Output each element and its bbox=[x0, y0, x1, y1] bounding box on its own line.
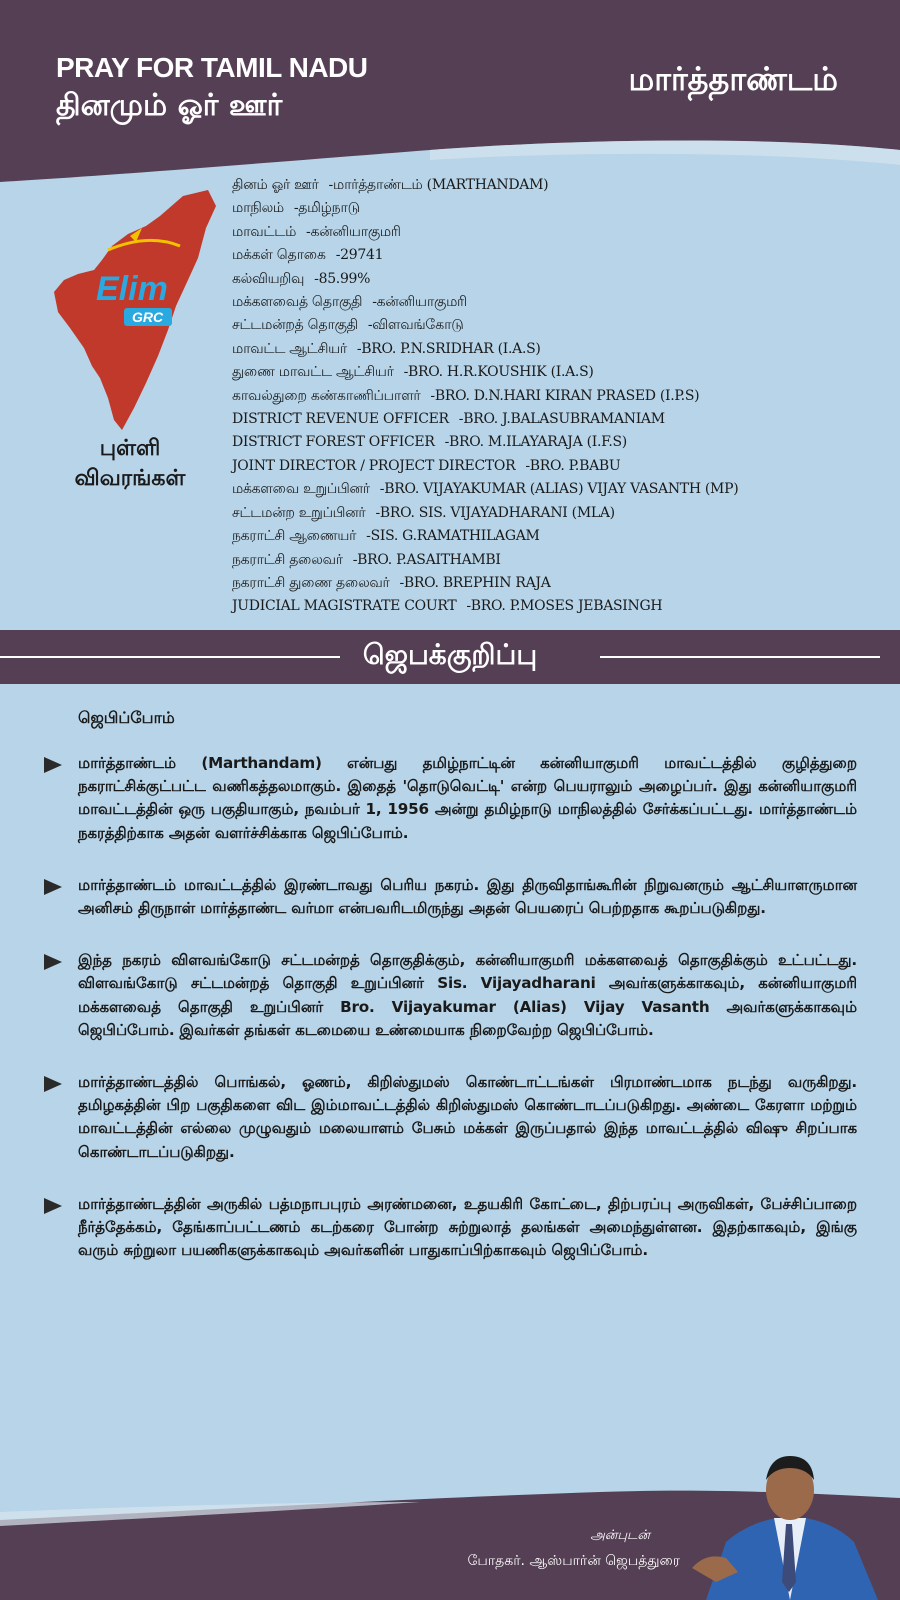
fact-row: JUDICIAL MAGISTRATE COURT -BRO. P.MOSES JEBASINGH bbox=[232, 598, 663, 615]
header-banner bbox=[0, 0, 900, 190]
arrow-bullet-icon bbox=[44, 879, 62, 895]
fact-row: மக்களவைத் தொகுதி -கன்னியாகுமரி bbox=[232, 294, 467, 311]
arrow-bullet-icon bbox=[44, 954, 62, 970]
fact-row: JOINT DIRECTOR / PROJECT DIRECTOR -BRO. P.BABU bbox=[232, 457, 621, 474]
fact-row: நகராட்சி துணை தலைவர் -BRO. BREPHIN RAJA bbox=[232, 574, 551, 591]
pastor-photo bbox=[686, 1432, 886, 1600]
arrow-bullet-icon bbox=[44, 757, 62, 773]
signature-prefix: அன்புடன் bbox=[590, 1528, 650, 1543]
signature-name: போதகர். ஆஸ்பார்ன் ஜெபத்துரை bbox=[467, 1553, 680, 1569]
header-title-en: PRAY FOR TAMIL NADU bbox=[56, 52, 368, 83]
fact-row: நகராட்சி தலைவர் -BRO. P.ASAITHAMBI bbox=[232, 551, 501, 568]
fact-row: மக்களவை உறுப்பினர் -BRO. VIJAYAKUMAR (ALIAS) VIJAY VASANTH (MP) bbox=[232, 481, 739, 498]
fact-row: காவல்துறை கண்காணிப்பாளர் -BRO. D.N.HARI KIRAN PRASED (I.P.S) bbox=[232, 387, 700, 404]
header-title-ta: தினமும் ஓர் ஊர் bbox=[56, 88, 283, 123]
fact-row: மக்கள் தொகை -29741 bbox=[232, 247, 384, 264]
list-item: மார்த்தாண்டம் (Marthandam) என்பது தமிழ்நாட்டின் கன்னியாகுமரி மாவட்டத்தில் குழித்துறை நகராட்சிக்குட்பட்ட வணிகத்தலமாகும். இதைத் 'தொடுவெட்டி' என்ற பெயராலும் அழைப்பர். இது கன்னியாகுமரி மாவட்டத்தின் ஒரு பகுதியாகும், நவம்பர் 1, 1956 அன்று தமிழ்நாடு மாநிலத்தில் சேர்க்கப்பட்டது. மார்த்தாண்டம் நகரத்திற்காக அதன் வளர்ச்சிக்காக ஜெபிப்போம். bbox=[42, 752, 857, 845]
grc-logo: GRC bbox=[132, 309, 164, 325]
list-item: மார்த்தாண்டத்தில் பொங்கல், ஓணம், கிறிஸ்துமஸ் கொண்டாட்டங்கள் பிரமாண்டமாக நடந்து வருகிறது. தமிழகத்தின் பிற பகுதிகளை விட இம்மாவட்டத்தில் கிறிஸ்துமஸ் கொண்டாடப்படுகிறது. அண்டை கேரளா மற்றும் மாவட்டத்தின் எல்லை முழுவதும் மலையாளம் பேசும் மக்கள் இருப்பதால் இந்த மாவட்டத்தில் விஷு சிறப்பாக கொண்டாடப்படுகிறது. bbox=[42, 1071, 857, 1164]
arrow-bullet-icon bbox=[44, 1076, 62, 1092]
fact-row: சட்டமன்றத் தொகுதி -விளவங்கோடு bbox=[232, 317, 464, 334]
facts-list bbox=[232, 174, 892, 619]
fact-row: நகராட்சி ஆணையர் -SIS. G.RAMATHILAGAM bbox=[232, 528, 540, 545]
fact-row: தினம் ஓர் ஊர் -மார்த்தாண்டம் (MARTHANDAM) bbox=[232, 177, 549, 193]
elim-logo: Elim bbox=[96, 270, 168, 308]
prayer-heading: ஜெபிப்போம் bbox=[78, 708, 175, 727]
arrow-bullet-icon bbox=[44, 1198, 62, 1214]
stats-label: புள்ளி விவரங்கள் bbox=[74, 436, 186, 491]
town-name: மார்த்தாண்டம் bbox=[628, 60, 838, 98]
fact-row: DISTRICT FOREST OFFICER -BRO. M.ILAYARAJA (I.F.S) bbox=[232, 434, 627, 451]
section-band bbox=[0, 630, 900, 684]
fact-row: மாவட்டம் -கன்னியாகுமரி bbox=[232, 223, 401, 240]
fact-row: சட்டமன்ற உறுப்பினர் -BRO. SIS. VIJAYADHARANI (MLA) bbox=[232, 504, 615, 521]
fact-row: மாநிலம் -தமிழ்நாடு bbox=[232, 200, 360, 217]
fact-row: துணை மாவட்ட ஆட்சியர் -BRO. H.R.KOUSHIK (I.A.S) bbox=[232, 364, 594, 381]
fact-row: கல்வியறிவு -85.99% bbox=[232, 270, 371, 287]
fact-row: மாவட்ட ஆட்சியர் -BRO. P.N.SRIDHAR (I.A.S) bbox=[232, 340, 541, 357]
section-title: ஜெபக்குறிப்பு bbox=[345, 638, 555, 671]
tamil-nadu-map-icon bbox=[48, 188, 223, 433]
fact-row: DISTRICT REVENUE OFFICER -BRO. J.BALASUBRAMANIAM bbox=[232, 411, 665, 428]
prayer-points bbox=[42, 752, 857, 1291]
list-item: மார்த்தாண்டத்தின் அருகில் பத்மநாபபுரம் அரண்மனை, உதயகிரி கோட்டை, திற்பரப்பு அருவிகள், பேச்சிப்பாறை நீர்த்தேக்கம், தேங்காப்பட்டணம் கடற்கரை போன்ற சுற்றுலாத் தலங்கள் அமைந்துள்ளன. இதற்காகவும், இங்கு வரும் சுற்றுலா பயணிகளுக்காகவும் அவர்களின் பாதுகாப்பிற்காகவும் ஜெபிப்போம். bbox=[42, 1193, 857, 1263]
list-item: மார்த்தாண்டம் மாவட்டத்தில் இரண்டாவது பெரிய நகரம். இது திருவிதாங்கூரின் நிறுவனரும் ஆட்சியாளருமான அனிசம் திருநாள் மார்த்தாண்ட வர்மா என்பவரிடமிருந்து அதன் பெயரைப் பெற்றதாக கூறப்படுகிறது. bbox=[42, 874, 857, 920]
list-item: இந்த நகரம் விளவங்கோடு சட்டமன்றத் தொகுதிக்கும், கன்னியாகுமரி மக்களவைத் தொகுதிக்கும் உட்பட்டது. விளவங்கோடு சட்டமன்றத் தொகுதி உறுப்பினர் Sis. Vijayadharani அவர்களுக்காகவும், கன்னியாகுமரி மக்களவைத் தொகுதி உறுப்பினர் Bro. Vijayakumar (Alias) Vijay Vasanth அவர்களுக்காகவும் ஜெபிப்போம். இவர்கள் தங்கள் கடமையை உண்மையாக நிறைவேற்ற ஜெபிப்போம். bbox=[42, 949, 857, 1042]
